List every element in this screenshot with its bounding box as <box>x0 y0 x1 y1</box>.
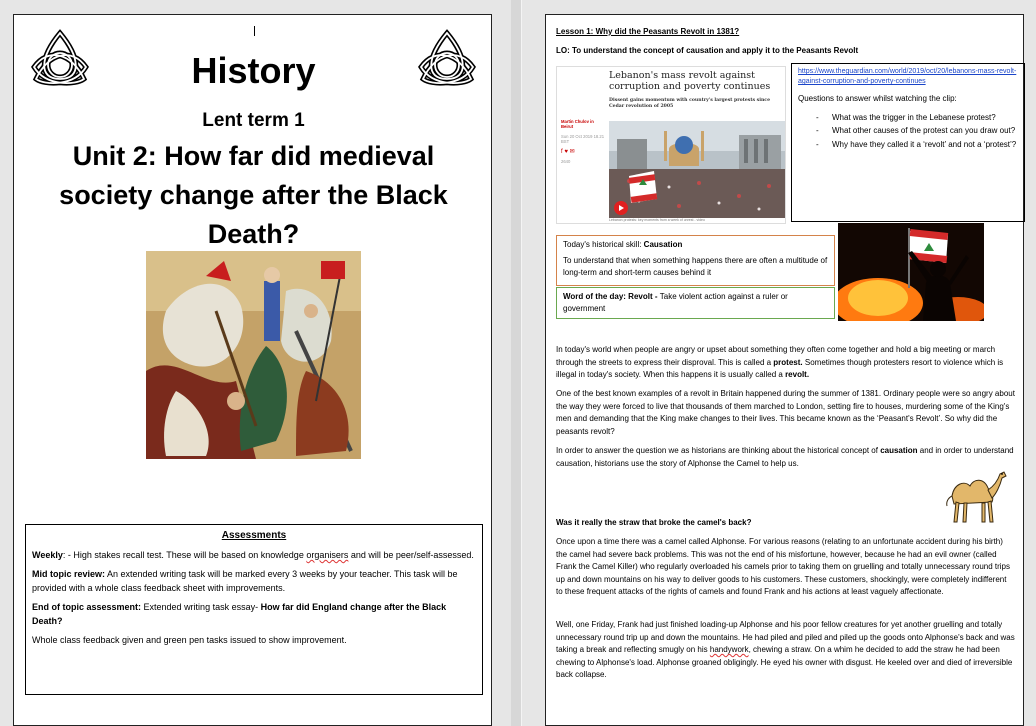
intro-paragraph <box>556 344 1015 382</box>
skill-value: Causation <box>643 240 683 249</box>
page-gutter <box>511 0 521 726</box>
story-text: Well, one Friday, Frank had just finished loading-up Alphonse and his poor fellow creatures for yet another gruelling and totally unnecessary round trip up and down the mountains. He had piled and piled and piled up the goods onto Alphonse's back and was taking a break and reflecting smugly on his <box>556 620 1015 655</box>
questions-intro: Questions to answer whilst watching the clip: <box>798 94 957 103</box>
article-headline: Lebanon's mass revolt against corruption and poverty continues <box>609 70 771 92</box>
weekly-label: Weekly <box>32 550 63 560</box>
causation-text: In order to answer the question we as historians are thinking about the historical concept of <box>556 446 881 455</box>
mid-topic-review <box>32 567 476 595</box>
document-title: History <box>191 50 316 91</box>
skill-line <box>563 239 828 251</box>
causation-keyword: causation <box>880 446 918 455</box>
skill-label: Today's historical skill: <box>563 240 644 249</box>
intro-text-cont: Sometimes though protesters resort to violence which is illegal in today's society. When this happens it is usually called a <box>556 357 1004 380</box>
end-topic-label: End of topic assessment: <box>32 602 142 612</box>
protest-crowd-photo <box>609 121 785 218</box>
feedback-note: Whole class feedback given and green pen tasks issued to show improvement. <box>32 635 347 645</box>
article-author: Martin Chulov in Beirut <box>561 119 594 130</box>
spellcheck-word[interactable]: handywork <box>709 645 749 655</box>
story-heading: Was it really the straw that broke the camel's back? <box>556 518 752 527</box>
intro-text: In today's world when people are angry or upset about something they often come together and hold a big meeting or march through the streets to express their disproval. This is called a <box>556 345 996 367</box>
peasants-revolt-paragraph: One of the best known examples of a revolt in Britain happened during the summer of 1381. Ordinary people were so angry about the way they were forced to live that thousands of them marched to London, setting fire to houses, murdering some of the King's men and demanding that the King make changes to their lives. This became known as the ‘Peasant's Revolt’. So why did the peasants revolt? <box>556 389 1015 436</box>
weekly-text: : - High stakes recall test. These will be based on knowledge <box>62 550 307 560</box>
video-questions-box <box>791 63 1025 222</box>
text-cursor <box>254 26 255 36</box>
assessments-heading: Assessments <box>221 530 287 541</box>
word-of-the-day-box <box>556 287 835 319</box>
question-item: - What was the trigger in the Lebanese protest? <box>816 112 1018 125</box>
skill-description: To understand that when something happens there are often a multitude of long-term and short-term causes behind it <box>563 256 828 277</box>
protest-keyword: protest. <box>773 357 803 367</box>
question-item: - Why have they called it a ‘revolt’ and not a ‘protest’? <box>816 139 1018 152</box>
page-lesson <box>545 14 1024 726</box>
protest-fire-photo <box>838 223 984 321</box>
weekly-text-end: and will be peer/self-assessed. <box>348 550 474 560</box>
article-date: Sun 20 Oct 2019 18.21 BST <box>561 133 605 145</box>
unit-heading: Unit 2: How far did medieval society change after the Black Death? <box>59 141 448 249</box>
end-topic-text: Extended writing task essay- <box>141 602 261 612</box>
end-topic-question: How far did England change after the Black Death? <box>32 602 447 626</box>
article-byline <box>561 119 606 164</box>
questions-list <box>798 112 1018 152</box>
article-caption: Lebanon protests: key moments from a week of unrest - video <box>609 218 705 222</box>
alphonse-story-paragraph: Once upon a time there was a camel called Alphonse. For various reasons (relating to an unfortunate accident during his birth) the camel had severe back problems. This was not the end of his misfortune, however, because he had an evil owner (called Frank the Camel Killer) who regularly overloaded his camels prior to taking them on gruelling and totally unnecessary round trips up and down mountains on his way to deliver goods to his customers. These customers, shockingly, were completely indifferent to these frequent attacks of the rights of camels and found Frank and his actions at least vaguely affectionate. <box>556 537 1010 597</box>
mid-topic-label: Mid topic review: <box>32 569 106 579</box>
article-subhead: Dissent gains momentum with country's largest protests since Cedar revolution of 2005 <box>609 98 771 109</box>
word-definition: Take violent action against a ruler or government <box>563 292 788 313</box>
page-gutter-divider <box>521 0 522 726</box>
mid-topic-text: An extended writing task will be marked every 3 weeks by your teacher. This task will be provided with a whole class feedback sheet with improvements. <box>32 569 458 593</box>
guardian-article-link[interactable]: https://www.theguardian.com/world/2019/oct/20/lebanons-mass-revolt-against-corruption-and-poverty-continues <box>798 68 1017 85</box>
news-article-screenshot <box>556 66 786 224</box>
weekly-assessment <box>32 548 476 562</box>
end-of-topic-assessment <box>32 600 476 628</box>
revolt-keyword: revolt. <box>785 370 810 380</box>
share-icons: f ♥ ✉ <box>561 148 575 155</box>
spellcheck-word[interactable]: organisers <box>306 550 349 560</box>
story-text-cont: , chewing a straw. On a whim he decided to add the straw he had been chewing to Alphonse's load. Alphonse groaned obligingly. He eyed his owner with disgust. He keeled over and died of irreversible back collapse. <box>556 645 1013 680</box>
page-cover <box>13 14 492 726</box>
term-heading: Lent term 1 <box>202 110 305 131</box>
learning-objective: LO: To understand the concept of causation and apply it to the Peasants Revolt <box>556 46 859 55</box>
lesson-title: Lesson 1: Why did the Peasants Revolt in 1381? <box>556 27 740 36</box>
historical-skill-box <box>556 235 835 286</box>
alphonse-story-ending <box>556 619 1015 682</box>
question-item: - What other causes of the protest can you draw out? <box>816 125 1018 138</box>
word-label: Word of the day: Revolt - <box>563 292 660 301</box>
assessments-box <box>25 524 483 695</box>
peasants-revolt-painting <box>146 251 361 459</box>
causation-text-cont: and in order to understand causation, historians use the story of Alphonse the Camel to help us. <box>556 446 1014 468</box>
article-shares: 2640 <box>561 159 571 165</box>
